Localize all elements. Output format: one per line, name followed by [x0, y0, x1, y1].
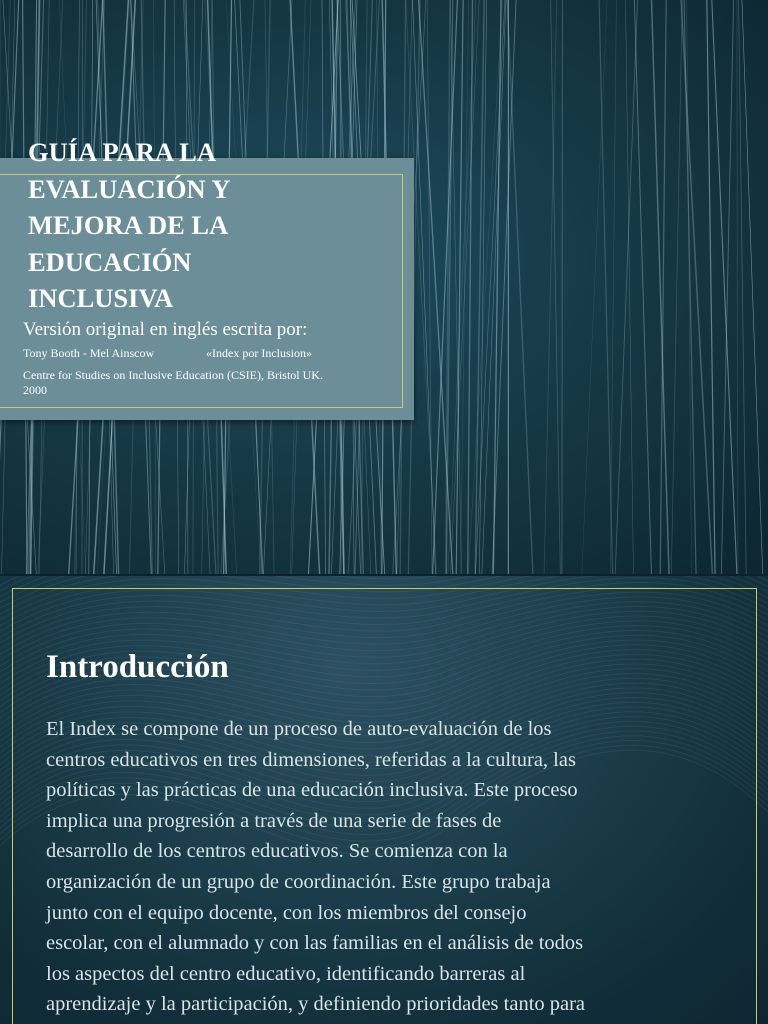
decorative-line	[737, 0, 738, 576]
decorative-line	[507, 0, 533, 576]
publisher-line: Centre for Studies on Inclusive Education (CSIE), Bristol UK.	[23, 368, 323, 382]
decorative-line	[562, 0, 563, 576]
decorative-line	[544, 0, 557, 576]
decorative-line	[468, 0, 473, 576]
main-title-line: GUÍA PARA LA	[28, 137, 216, 167]
work-title: «Index por Inclusion»	[206, 346, 312, 360]
paragraph-line: implica una progresión a través de una serie de fases de	[46, 809, 502, 832]
decorative-line	[610, 0, 616, 576]
paragraph-line: junto con el equipo docente, con los miembros del consejo	[46, 901, 527, 924]
paragraph-line: aprendizaje y la participación, y definiendo prioridades tanto para	[46, 993, 586, 1016]
decorative-line	[660, 0, 666, 576]
main-title-line: EDUCACIÓN	[28, 246, 192, 277]
publication-year: 2000	[23, 383, 47, 397]
paragraph-line: desarrollo de los centros educativos. Se comienza con la	[46, 840, 508, 863]
section-heading: Introducción	[46, 649, 229, 685]
paragraph-line: escolar, con el alumnado y con las familias en el análisis de todos	[46, 932, 584, 955]
authors-names: Tony Booth - Mel Ainscow	[23, 346, 155, 360]
decorative-line	[652, 0, 670, 576]
main-title-line: INCLUSIVA	[28, 283, 174, 313]
authors-line	[23, 346, 403, 361]
main-title-line: EVALUACIÓN Y	[28, 173, 231, 204]
decorative-line	[721, 0, 733, 576]
paragraph-line: organización de un grupo de coordinación. Este grupo trabaja	[46, 870, 551, 893]
decorative-line	[634, 0, 651, 576]
decorative-line	[687, 0, 692, 576]
paragraph-line: centros educativos en tres dimensiones, referidas a la cultura, las	[46, 748, 576, 771]
paragraph-line: El Index se compone de un proceso de auto-evaluación de los	[46, 718, 552, 740]
main-title-line: MEJORA DE LA	[28, 210, 229, 240]
decorative-line	[492, 0, 516, 576]
publisher-info	[23, 368, 398, 398]
decorative-line	[551, 0, 561, 576]
introduction-slide	[0, 576, 768, 1024]
decorative-line	[582, 0, 607, 576]
decorative-line	[427, 0, 432, 576]
decorative-line	[599, 0, 613, 576]
paragraph-line: políticas y las prácticas de una educación inclusiva. Este proceso	[46, 779, 578, 802]
decorative-line	[684, 0, 696, 576]
paragraph-line: los aspectos del centro educativo, identificando barreras al	[46, 962, 526, 985]
introduction-paragraph	[46, 714, 736, 1020]
subtitle: Versión original en inglés escrita por:	[23, 319, 308, 340]
decorative-line	[671, 0, 682, 576]
decorative-line	[615, 0, 638, 576]
decorative-line	[712, 0, 737, 576]
main-title	[28, 134, 388, 317]
